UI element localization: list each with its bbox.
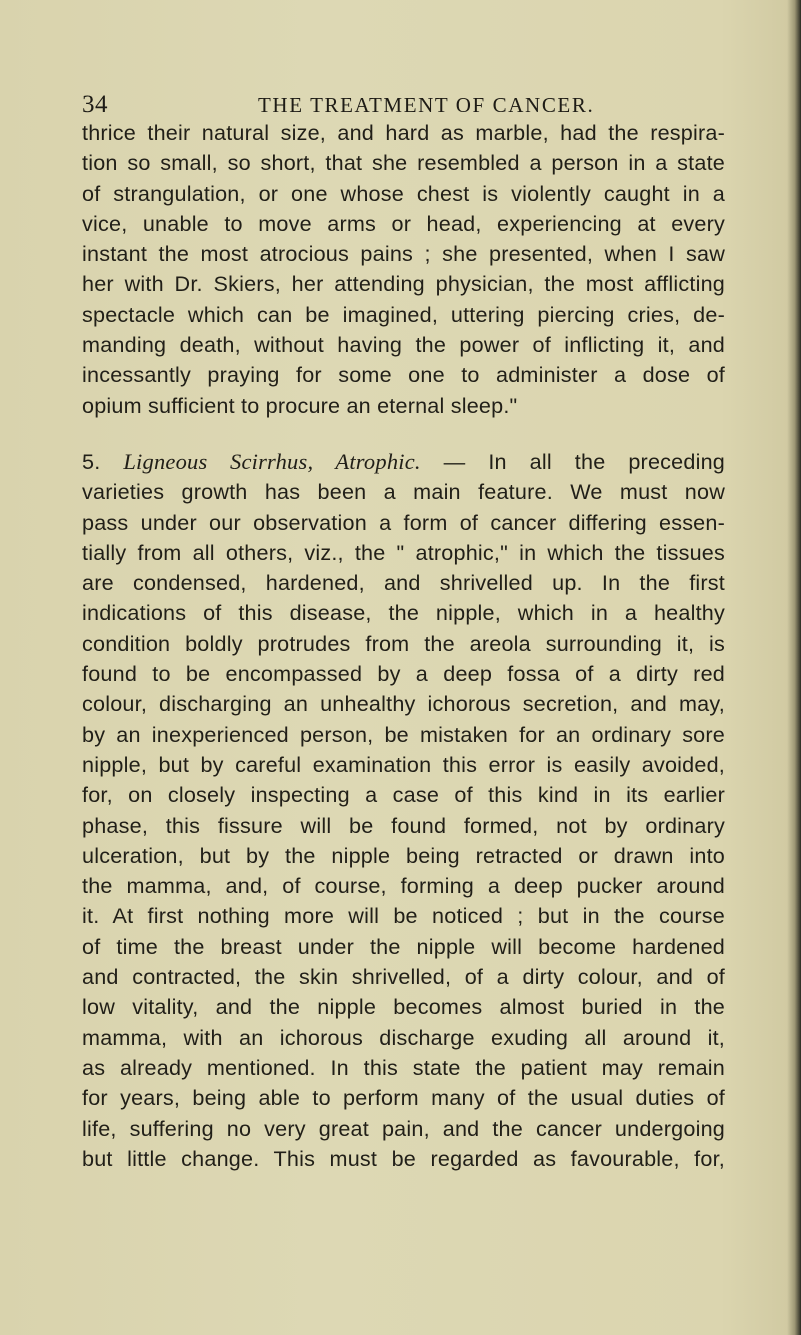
body-text xyxy=(82,118,725,1174)
section-heading-line xyxy=(82,447,725,477)
text-line: mamma, with an ichorous discharge exuding all around it, xyxy=(82,1024,725,1050)
section-title: Ligneous Scirrhus, Atrophic. xyxy=(123,448,421,474)
text-line: for years, being able to perform many of the usual duties of xyxy=(82,1085,725,1111)
paragraph-gap xyxy=(82,421,725,447)
text-line: the mamma, and, of course, forming a deep pucker around xyxy=(82,873,725,899)
text-line: manding death, without having the power of inflicting it, and xyxy=(82,332,725,358)
text-line: by an inexperienced person, be mistaken for an ordinary sore xyxy=(82,721,725,747)
text-line: her with Dr. Skiers, her attending physician, the most afflicting xyxy=(82,271,725,297)
text-line: opium sufficient to procure an eternal sleep." xyxy=(82,392,518,418)
text-line: phase, this fissure will be found formed, not by ordinary xyxy=(82,812,725,838)
paragraph-2 xyxy=(82,447,725,1174)
paragraph-1 xyxy=(82,118,725,421)
text-line: but little change. This must be regarded as favourable, for, xyxy=(82,1145,725,1171)
text-line: are condensed, hardened, and shrivelled up. In the first xyxy=(82,570,725,596)
text-line: nipple, but by careful examination this error is easily avoided, xyxy=(82,751,725,777)
text-line: spectacle which can be imagined, uttering piercing cries, de- xyxy=(82,301,725,327)
text-line: instant the most atrocious pains ; she presented, when I saw xyxy=(82,241,725,267)
text-line: and contracted, the skin shrivelled, of a dirty colour, and of xyxy=(82,964,725,990)
text-line: incessantly praying for some one to administer a dose of xyxy=(82,362,725,388)
text-line: for, on closely inspecting a case of this kind in its earlier xyxy=(82,782,725,808)
text-line: vice, unable to move arms or head, experiencing at every xyxy=(82,210,725,236)
text-line: indications of this disease, the nipple, which in a healthy xyxy=(82,600,725,626)
text-line: life, suffering no very great pain, and the cancer undergoing xyxy=(82,1115,725,1141)
section-number: 5. xyxy=(82,448,101,474)
section-lead-text: — In all the preceding xyxy=(420,448,725,474)
page-header xyxy=(82,91,718,121)
text-line: of strangulation, or one whose chest is violently caught in a xyxy=(82,180,725,206)
text-line: pass under our observation a form of cancer differing essen- xyxy=(82,509,725,535)
page-edge-shadow xyxy=(787,0,801,1335)
running-title: THE TREATMENT OF CANCER. xyxy=(258,93,595,117)
text-line: condition boldly protrudes from the areola surrounding it, is xyxy=(82,630,725,656)
text-line: thrice their natural size, and hard as marble, had the respira- xyxy=(82,120,725,145)
text-line: of time the breast under the nipple will become hardened xyxy=(82,933,725,959)
text-line: as already mentioned. In this state the patient may remain xyxy=(82,1054,725,1080)
text-line: tion so small, so short, that she resembled a person in a state xyxy=(82,150,725,176)
text-line: tially from all others, viz., the " atrophic," in which the tissues xyxy=(82,539,725,565)
page-number: 34 xyxy=(82,91,108,118)
text-line: ulceration, but by the nipple being retracted or drawn into xyxy=(82,842,725,868)
text-line: varieties growth has been a main feature. We must now xyxy=(82,479,725,505)
text-line: low vitality, and the nipple becomes almost buried in the xyxy=(82,994,725,1020)
text-line: it. At first nothing more will be noticed ; but in the course xyxy=(82,903,725,929)
text-line: found to be encompassed by a deep fossa of a dirty red xyxy=(82,661,725,687)
text-line: colour, discharging an unhealthy ichorous secretion, and may, xyxy=(82,691,725,717)
